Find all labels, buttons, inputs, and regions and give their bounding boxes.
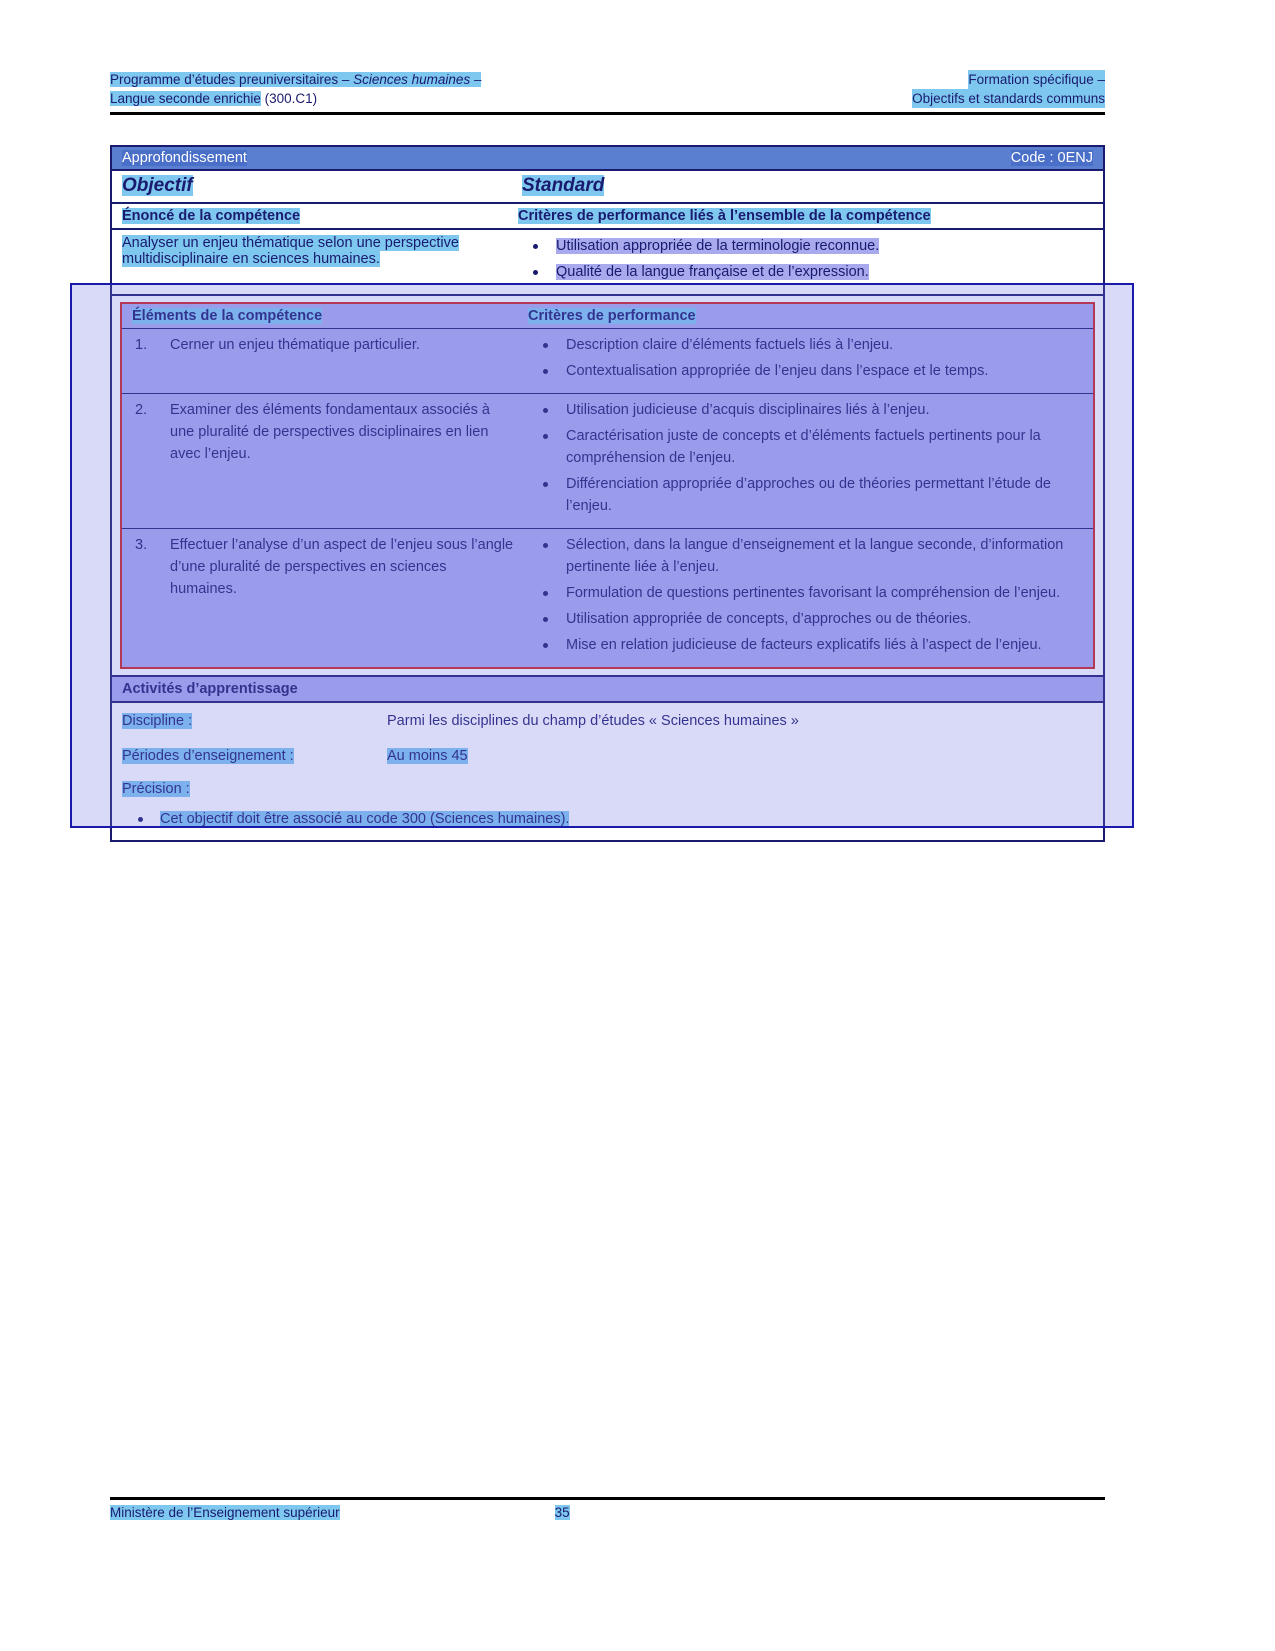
header-left-line1 [110, 70, 481, 89]
criteres-list-1 [528, 334, 1085, 382]
standard-heading: Standard [522, 175, 605, 196]
activites-body [112, 703, 1103, 840]
discipline-label: Discipline : [122, 713, 193, 729]
precision-line [122, 781, 1093, 797]
precision-label: Précision : [122, 781, 190, 797]
header-divider [110, 112, 1105, 115]
periodes-line [122, 746, 1093, 767]
criteres-ensemble-list [518, 235, 1095, 283]
footer-left-text: Ministère de l’Enseignement supérieur [110, 1505, 340, 1520]
element-text: Effectuer l’analyse d’un aspect de l’enjeu sous l’angle d’une pluralité de perspectives en sciences humaines. [170, 537, 514, 597]
header-line-2 [110, 89, 1105, 108]
critere-text: Contextualisation appropriée de l’enjeu dans l’espace et le temps. [566, 363, 989, 379]
list-item [528, 334, 1085, 356]
list-item [528, 634, 1085, 656]
list-item [528, 608, 1085, 630]
critere-text: Formulation de questions pertinentes favorisant la compréhension de l’enjeu. [566, 585, 1061, 601]
critere-text: Différenciation appropriée d’approches ou de théories permettant l’étude de l’enjeu. [566, 476, 1051, 514]
periodes-value: Au moins 45 [387, 748, 468, 764]
elements-competence-section [112, 302, 1103, 677]
element-text: Cerner un enjeu thématique particulier. [170, 337, 420, 353]
critere-text: Sélection, dans la langue d’enseignement et la langue seconde, d’information pertinente liée à l’enjeu. [566, 537, 1064, 575]
elements-competence-header: Éléments de la compétence [132, 308, 323, 324]
enonce-competence-header: Énoncé de la compétence [122, 208, 301, 224]
element-number: 3. [135, 537, 148, 553]
element-2 [132, 399, 514, 465]
list-item [132, 399, 514, 465]
objectif-standard-headings [112, 171, 1103, 204]
criteres-list-2 [528, 399, 1085, 517]
list-item [528, 473, 1085, 517]
criteres-ensemble-header: Critères de performance liés à l’ensemble de la compétence [518, 208, 931, 224]
element-number: 1. [135, 337, 148, 353]
precision-bullet-text: Cet objectif doit être associé au code 300 (Sciences humaines). [160, 811, 570, 827]
header-left-line2-plain: (300.C1) [260, 91, 318, 106]
critere-text: Caractérisation juste de concepts et d’éléments factuels pertinents pour la compréhension de l’enjeu. [566, 428, 1041, 466]
header-right-line1: Formation spécifique – [968, 72, 1105, 87]
header-left-line2-hl: Langue seconde enrichie [110, 91, 261, 106]
list-item [132, 534, 514, 600]
table-row [122, 529, 1093, 667]
page-footer [110, 1505, 1105, 1520]
discipline-value: Parmi les disciplines du champ d’études « Sciences humaines » [387, 713, 799, 729]
header-right-line2: Objectifs et standards communs [912, 91, 1105, 106]
header-line-1 [110, 70, 1105, 89]
critere-text: Mise en relation judicieuse de facteurs explicatifs liés à l’aspect de l’enjeu. [566, 637, 1042, 653]
activites-apprentissage-header [112, 677, 1103, 703]
header-left-line1-plain: Programme d’études preuniversitaires – [110, 72, 354, 87]
band-code: Code : 0ENJ [1010, 150, 1093, 166]
critere-text: Description claire d’éléments factuels liés à l’enjeu. [566, 337, 894, 353]
critere-text: Utilisation appropriée de la terminologie reconnue. [556, 238, 880, 254]
footer-divider [110, 1497, 1105, 1500]
objectif-heading: Objectif [122, 175, 193, 196]
precision-bullet [122, 809, 1093, 830]
list-item [528, 534, 1085, 578]
criteres-list-3 [528, 534, 1085, 656]
list-item [518, 261, 1095, 283]
header-left-line1-italic: Sciences humaines – [353, 72, 482, 87]
table-row [122, 394, 1093, 529]
competence-header-row [112, 204, 1103, 230]
competence-content-row [112, 230, 1103, 296]
list-item [132, 334, 514, 356]
element-number: 2. [135, 402, 148, 418]
criteres-performance-header: Critères de performance [528, 308, 696, 324]
list-item [528, 360, 1085, 382]
list-item [518, 235, 1095, 257]
page-number: 35 [554, 1505, 570, 1520]
critere-text: Qualité de la langue française et de l’expression. [556, 264, 869, 280]
critere-text: Utilisation judicieuse d’acquis disciplinaires liés à l’enjeu. [566, 402, 930, 418]
header-left-line2 [110, 89, 317, 108]
list-item [528, 582, 1085, 604]
element-text: Examiner des éléments fondamentaux associés à une pluralité de perspectives disciplinaires en lien avec l’enjeu. [170, 402, 490, 462]
page-header [110, 70, 1105, 108]
element-3 [132, 534, 514, 600]
element-1 [132, 334, 514, 356]
periodes-label: Périodes d’enseignement : [122, 748, 294, 764]
elements-competence-box [120, 302, 1095, 669]
objectif-standard-table [110, 145, 1105, 842]
list-item [528, 425, 1085, 469]
list-item [528, 399, 1085, 421]
table-row [122, 329, 1093, 394]
critere-text: Utilisation appropriée de concepts, d’approches ou de théories. [566, 611, 972, 627]
discipline-line [122, 711, 1093, 732]
approfondissement-band [112, 147, 1103, 171]
band-title: Approfondissement [122, 150, 247, 166]
elements-header-row [122, 304, 1093, 329]
activites-header-text: Activités d’apprentissage [122, 681, 298, 697]
enonce-competence-text: Analyser un enjeu thématique selon une perspective multidisciplinaire en sciences humaines. [122, 235, 459, 267]
